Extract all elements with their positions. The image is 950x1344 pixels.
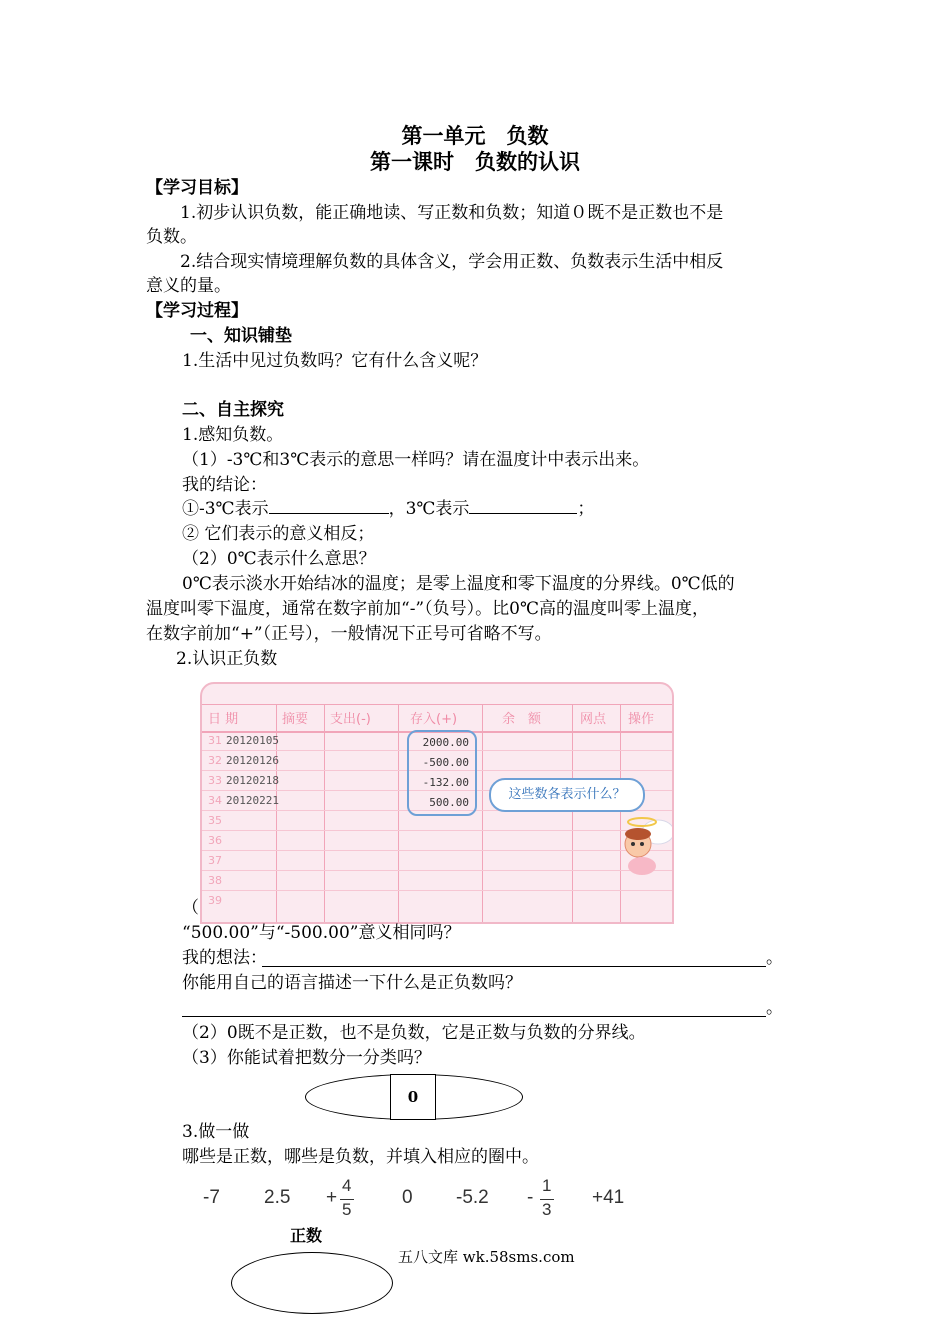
fraction-sign: + [326,1187,338,1208]
process-heading: 【学习过程】 [146,301,248,321]
paragraph-line1: 0℃表示淡水开始结冰的温度；是零上温度和零下温度的分界线。0℃低的 [182,574,735,594]
paragraph-line3: 在数字前加“+”（正号），一般情况下正号可省略不写。 [146,624,552,644]
my-idea-label: 我的想法： [182,948,267,968]
fraction-numerator: 4 [342,1176,352,1195]
conclusion-1-b: ，3℃表示 [388,499,470,519]
fraction-denominator: 3 [542,1200,552,1219]
idea-answer-line[interactable] [262,966,766,967]
step-3-question: 哪些是正数，哪些是负数，并填入相应的圈中。 [182,1147,539,1167]
number-0: 0 [402,1187,413,1208]
header-balance: 余 额 [502,712,542,727]
fraction-denominator: 5 [342,1200,352,1219]
fraction-numerator: 1 [542,1176,552,1195]
passbook-row-line [202,850,672,851]
conclusion-1-c: ； [577,499,595,519]
number-plus41: +41 [592,1187,625,1208]
positive-label: 正数 [290,1226,323,1245]
row-number: 36 [208,834,222,847]
goal-1-line2: 负数。 [146,227,197,247]
step-2-3: （3）你能试着把数分一分类吗？ [182,1048,431,1068]
goals-heading: 【学习目标】 [146,178,248,198]
passbook-header [202,704,672,733]
passbook-row-line [202,870,672,871]
row-number: 34 [208,794,222,807]
part2-heading: 二、自主探究 [182,400,284,420]
open-paren: （ [182,898,199,918]
step-2: 2.认识正负数 [176,649,278,669]
row-number: 32 [208,754,222,767]
describe-question: 你能用自己的语言描述一下什么是正负数吗？ [182,973,522,993]
row-number: 31 [208,734,222,747]
positive-set-ellipse[interactable] [231,1252,393,1314]
step-3: 3.做一做 [182,1122,250,1142]
entry-amount: 2000.00 [422,736,469,749]
amount-highlight [407,730,477,816]
zero-box: 0 [390,1074,436,1120]
question-1: 1.生活中见过负数吗？它有什么含义呢？ [182,351,488,371]
row-number: 37 [208,854,222,867]
entry-date: 20120221 [226,794,279,807]
entry-date: 20120218 [226,774,279,787]
step-1: 1.感知负数。 [182,425,284,445]
number-2-5: 2.5 [264,1187,291,1208]
period: 。 [766,948,783,968]
entry-amount: -500.00 [422,756,469,769]
row-number: 33 [208,774,222,787]
number-neg5-2: -5.2 [456,1187,489,1208]
step-1-q2: （2）0℃表示什么意思？ [182,549,376,569]
header-deposit: 存入(+) [410,712,458,727]
fraction-sign: - [527,1187,534,1208]
goal-1-line1: 1.初步认识负数，能正确地读、写正数和负数；知道０既不是正数也不是 [180,203,724,223]
header-branch: 网点 [580,712,607,727]
describe-answer-line[interactable] [182,1016,766,1017]
step-1-q1: （1）-3℃和3℃表示的意思一样吗？请在温度计中表示出来。 [182,450,650,470]
paragraph-line2: 温度叫零下温度，通常在数字前加“-”（负号）。比0℃高的温度叫零上温度， [146,599,709,619]
unit-title: 第一单元 负数 [401,123,549,148]
row-number: 38 [208,874,222,887]
entry-amount: 500.00 [429,796,469,809]
part1-heading: 一、知识铺垫 [190,326,292,346]
conclusion-2: ② 它们表示的意义相反； [182,524,375,544]
entry-date: 20120126 [226,754,279,767]
passbook-row-line [202,830,672,831]
passbook-row-line [202,890,672,891]
step-2-2: （2）0既不是正数，也不是负数，它是正数与负数的分界线。 [182,1023,646,1043]
conclusion-1-a: ①-3℃表示 [182,499,269,519]
row-number: 39 [208,894,222,907]
cupid-illustration [612,810,674,880]
answer-blank-2[interactable] [469,497,577,514]
header-operator: 操作 [628,712,655,727]
header-date: 日 期 [208,712,239,727]
number-neg7: -7 [203,1187,220,1208]
conclusion-1 [182,497,594,521]
speech-bubble: 这些数各表示什么？ [489,778,645,812]
watermark: 五八文库 wk.58sms.com [398,1248,575,1266]
entry-date: 20120105 [226,734,279,747]
answer-blank-1[interactable] [269,497,389,514]
conclusion-label: 我的结论： [182,475,267,495]
period: 。 [766,998,783,1018]
question-same-meaning: “500.00”与“-500.00”意义相同吗？ [182,923,461,943]
goal-2-line1: 2.结合现实情境理解负数的具体含义，学会用正数、负数表示生活中相反 [180,252,724,272]
header-summary: 摘要 [282,712,309,727]
header-withdraw: 支出(-) [330,712,371,727]
passbook-image [200,682,674,924]
lesson-title: 第一课时 负数的认识 [370,149,580,174]
goal-2-line2: 意义的量。 [146,276,231,296]
entry-amount: -132.00 [422,776,469,789]
row-number: 35 [208,814,222,827]
